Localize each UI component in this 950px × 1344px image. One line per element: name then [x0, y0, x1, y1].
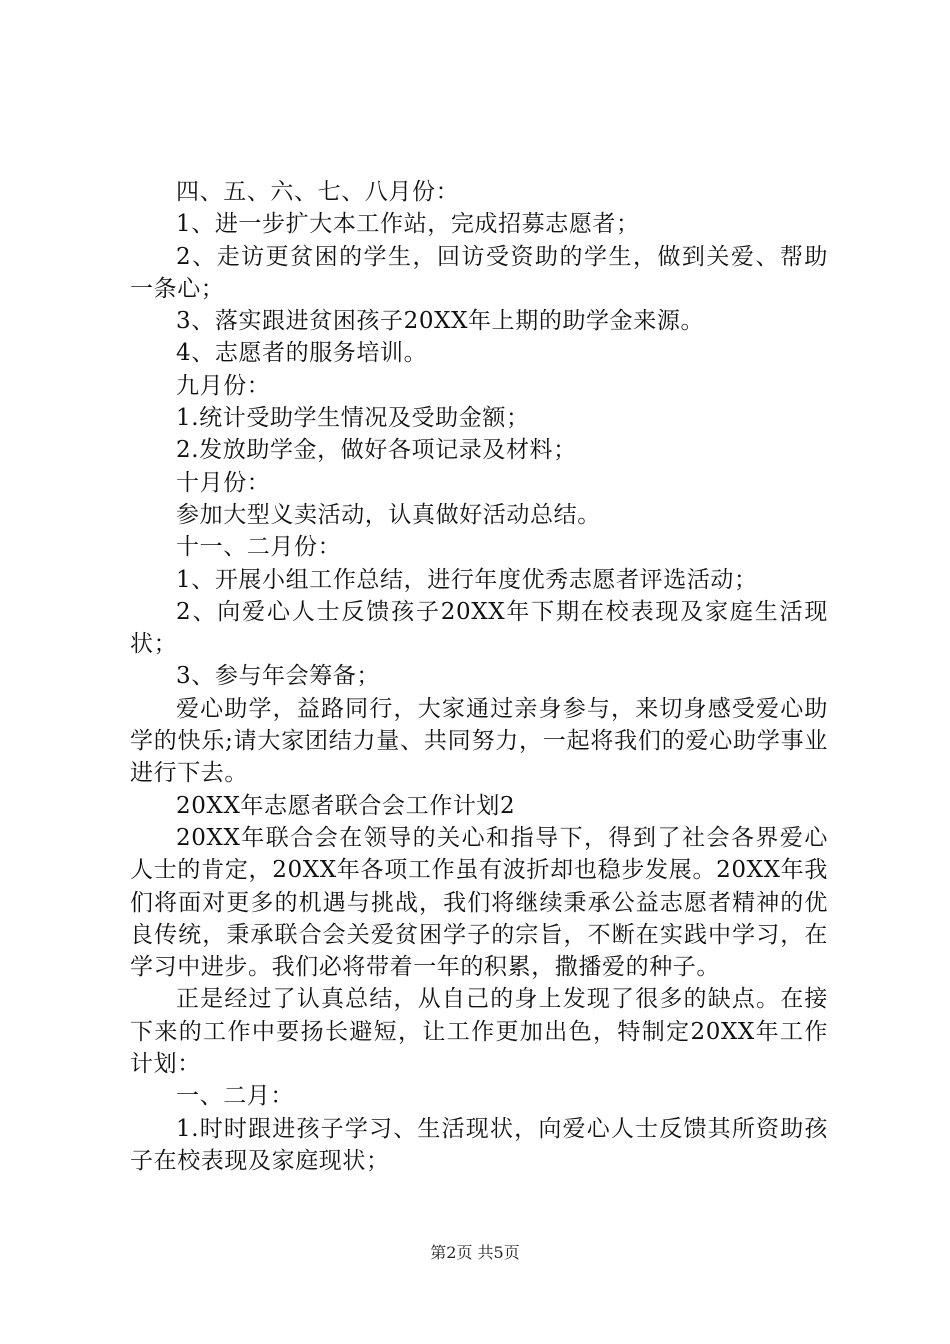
document-body: [130, 176, 828, 1177]
paragraph: 20XX年联合会在领导的关心和指导下，得到了社会各界爱心人士的肯定，20XX年各项工作虽有波折却也稳步发展。20XX年我们将面对更多的机遇与挑战，我们将继续秉承公益志愿者精神的优良传统，秉承联合会关爱贫困学子的宗旨，不断在实践中学习，在学习中进步。我们必将带着一年的积累，撒播爱的种子。: [130, 824, 828, 981]
page-number-footer: 第2页 共5页: [430, 1243, 520, 1262]
paragraph: 4、志愿者的服务培训。: [176, 340, 428, 367]
paragraph: 四、五、六、七、八月份：: [176, 179, 460, 205]
paragraph: 2、向爱心人士反馈孩子20XX年下期在校表现及家庭生活现状；: [130, 598, 828, 658]
paragraph: 1、进一步扩大本工作站，完成招募志愿者；: [176, 211, 640, 238]
paragraph: 参加大型义卖活动，认真做好活动总结。: [176, 501, 601, 528]
section-heading: 十一、二月份：: [176, 534, 342, 561]
paragraph: 2.发放助学金，做好各项记录及材料；: [176, 437, 577, 464]
document-subtitle: 20XX年志愿者联合会工作计划2: [176, 792, 516, 819]
paragraph: 1.统计受助学生情况及受助金额；: [176, 405, 530, 432]
paragraph: 2、走访更贫困的学生，回访受资助的学生，做到关爱、帮助一条心；: [130, 243, 828, 302]
section-heading: 十月份：: [176, 469, 271, 496]
paragraph: 1、开展小组工作总结，进行年度优秀志愿者评选活动；: [176, 566, 758, 593]
paragraph: 爱心助学，益路同行，大家通过亲身参与，来切身感受爱心助学的快乐;请大家团结力量、共同努力，一起将我们的爱心助学事业进行下去。: [130, 695, 828, 787]
paragraph: 3、参与年会筹备；: [176, 663, 381, 690]
section-heading: 一、二月：: [176, 1083, 294, 1110]
paragraph: 3、落实跟进贫困孩子20XX年上期的助学金来源。: [176, 308, 705, 335]
paragraph: 正是经过了认真总结，从自己的身上发现了很多的缺点。在接下来的工作中要扬长避短，让工作更加出色，特制定20XX年工作计划：: [130, 986, 828, 1078]
section-heading: 九月份：: [176, 372, 271, 399]
paragraph: 1.时时跟进孩子学习、生活现状，向爱心人士反馈其所资助孩子在校表现及家庭现状；: [130, 1115, 828, 1174]
